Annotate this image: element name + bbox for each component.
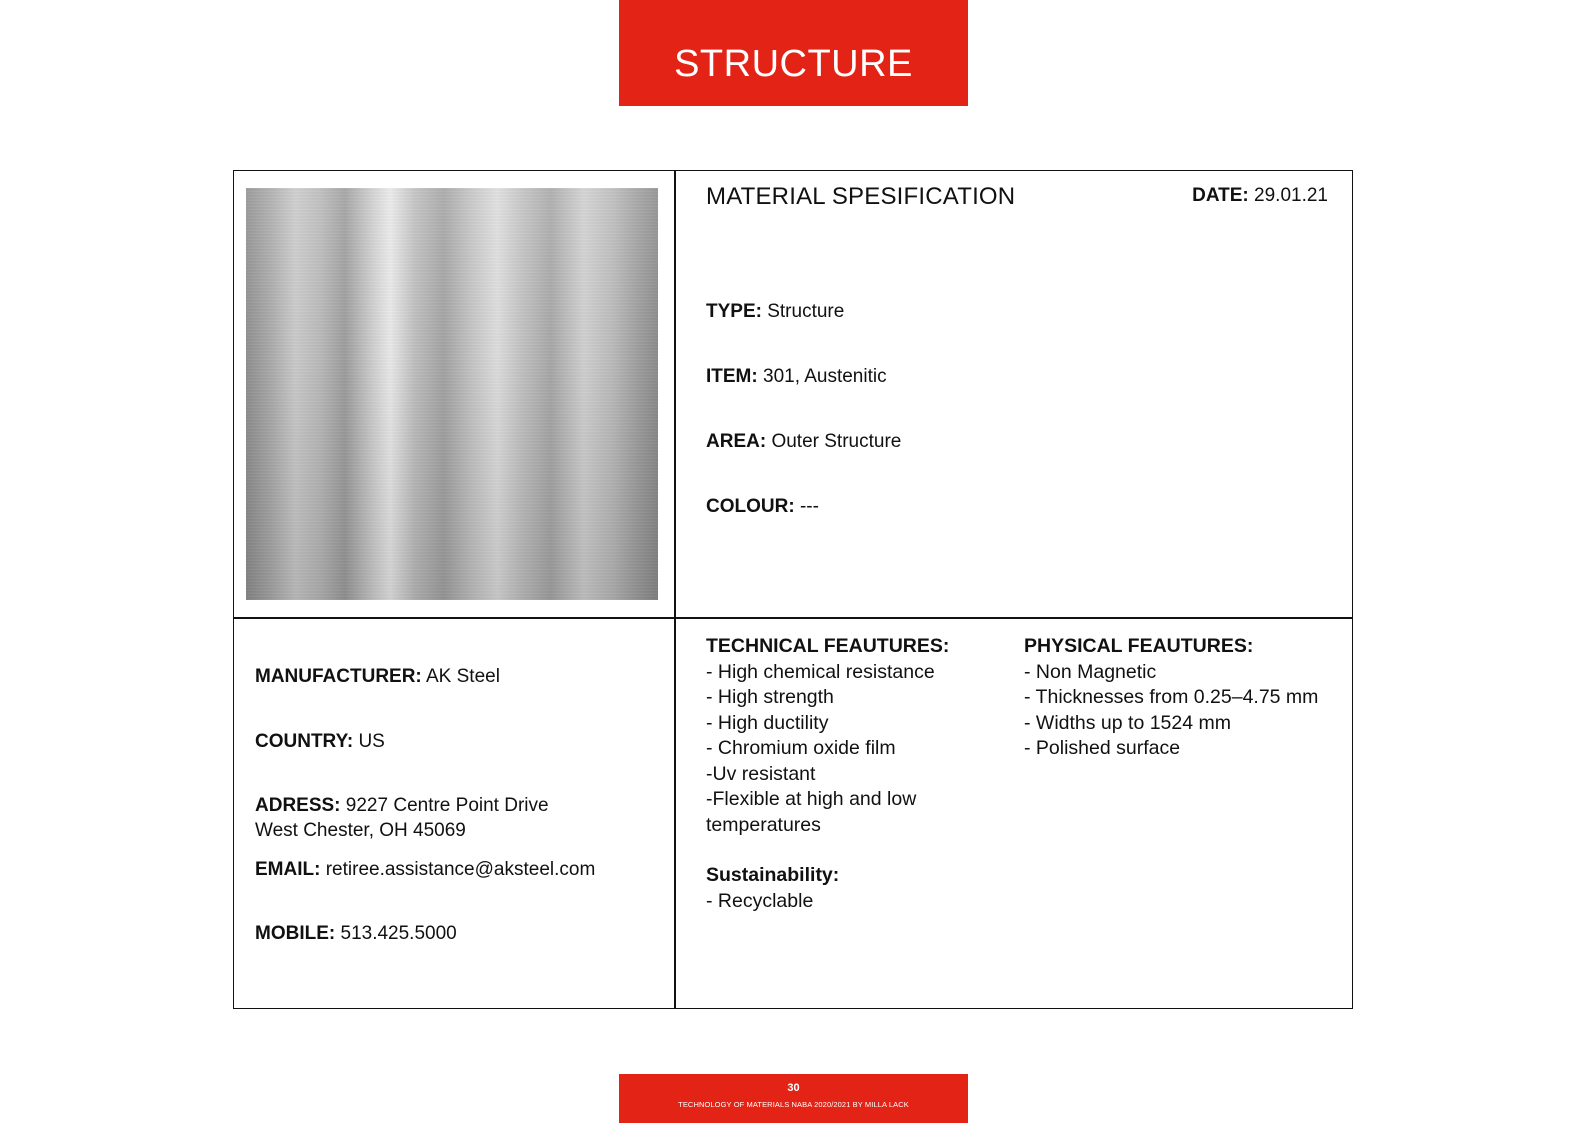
email-field	[255, 857, 595, 882]
sustainability-list	[706, 889, 949, 915]
physical-features	[1024, 634, 1318, 762]
area-value: Outer Structure	[771, 431, 902, 452]
list-item: - High strength	[706, 686, 834, 708]
list-item: - Widths up to 1524 mm	[1024, 711, 1231, 734]
date-label: DATE:	[1192, 185, 1249, 206]
technical-heading: TECHNICAL FEAUTURES:	[706, 635, 950, 657]
physical-heading: PHYSICAL FEAUTURES:	[1024, 635, 1254, 657]
type-field	[706, 301, 844, 323]
page-title: STRUCTURE	[674, 42, 913, 85]
list-item: - High chemical resistance	[706, 660, 935, 683]
item-label: ITEM:	[706, 366, 758, 387]
country-field	[255, 729, 385, 754]
horizontal-divider	[234, 617, 1352, 619]
mobile-label: MOBILE:	[255, 923, 336, 944]
technical-features	[706, 634, 949, 914]
manufacturer-value: AK Steel	[426, 666, 500, 687]
address-line1: 9227 Centre Point Drive	[345, 795, 549, 816]
item-value: 301, Austenitic	[763, 366, 887, 387]
type-value: Structure	[767, 301, 845, 322]
date-value: 29.01.21	[1254, 185, 1328, 206]
address-line2: West Chester, OH 45069	[255, 820, 466, 841]
manufacturer-label: MANUFACTURER:	[255, 666, 422, 687]
list-item: - Thicknesses from 0.25–4.75 mm	[1024, 686, 1319, 708]
colour-label: COLOUR:	[706, 496, 795, 517]
footer-credit: TECHNOLOGY OF MATERIALS NABA 2020/2021 BY MILLA LACK	[678, 1100, 909, 1109]
list-item: - High ductility	[706, 711, 829, 734]
country-label: COUNTRY:	[255, 731, 354, 752]
brushed-steel-swatch	[246, 188, 658, 600]
mobile-field	[255, 921, 457, 946]
physical-list	[1024, 660, 1318, 762]
list-item: -Flexible at high and low	[706, 788, 917, 810]
header-banner	[619, 0, 968, 106]
manufacturer-field	[255, 664, 500, 689]
list-item: - Recyclable	[706, 889, 814, 912]
country-value: US	[358, 731, 385, 752]
footer-banner	[619, 1074, 968, 1123]
sustainability-heading: Sustainability:	[706, 864, 840, 886]
list-item: - Non Magnetic	[1024, 660, 1157, 683]
type-label: TYPE:	[706, 301, 762, 322]
list-item: temperatures	[706, 813, 821, 836]
area-label: AREA:	[706, 431, 767, 452]
mobile-value: 513.425.5000	[340, 923, 457, 944]
address-label: ADRESS:	[255, 795, 341, 816]
technical-list	[706, 660, 949, 839]
address-field	[255, 793, 549, 843]
list-item: - Polished surface	[1024, 737, 1181, 759]
spec-title: MATERIAL SPESIFICATION	[706, 183, 1016, 210]
email-label: EMAIL:	[255, 859, 321, 880]
email-value: retiree.assistance@aksteel.com	[325, 859, 596, 880]
page-number: 30	[787, 1082, 800, 1094]
area-field	[706, 431, 901, 453]
item-field	[706, 366, 887, 388]
list-item: - Chromium oxide film	[706, 737, 896, 759]
vertical-divider	[674, 171, 676, 1008]
list-item: -Uv resistant	[706, 762, 816, 785]
colour-value: ---	[799, 496, 819, 517]
material-spec-sheet	[233, 170, 1353, 1009]
colour-field	[706, 496, 819, 518]
date-field	[1192, 185, 1328, 207]
